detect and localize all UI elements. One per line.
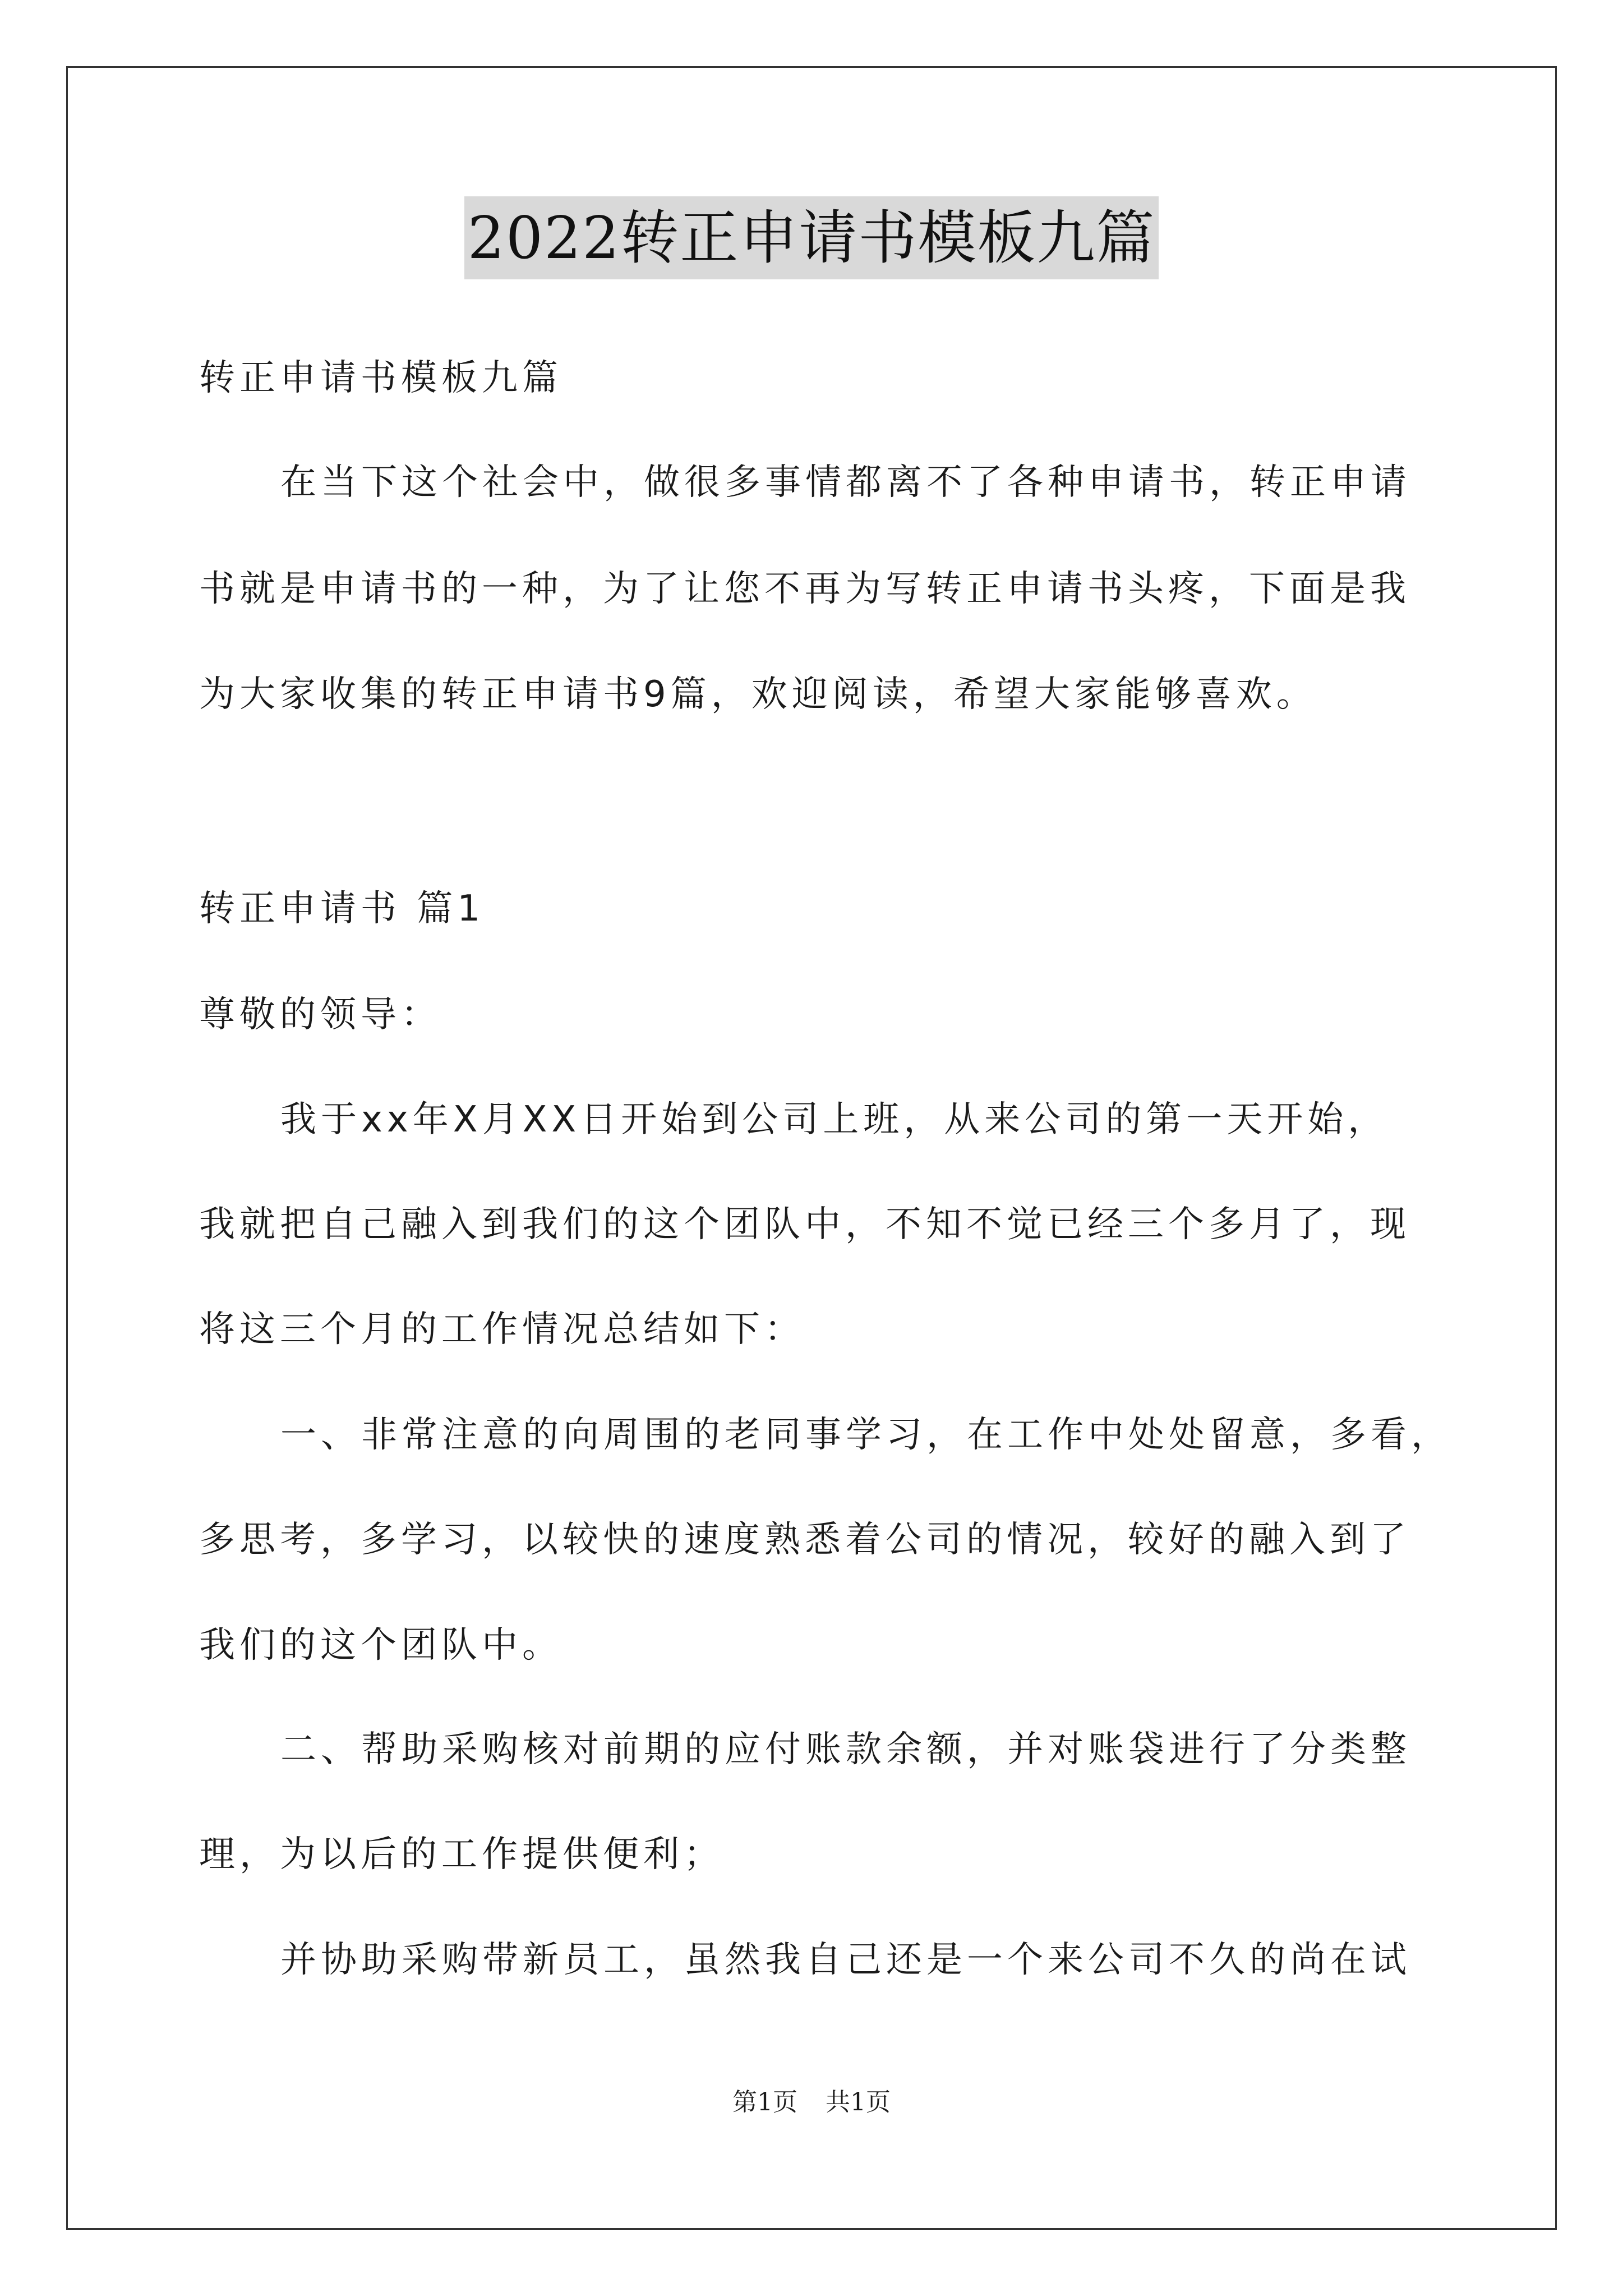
paragraph-line: 将这三个月的工作情况总结如下： xyxy=(199,1309,805,1350)
paragraph-line: 我于xx年X月XX日开始到公司上班，从来公司的第一天开始， xyxy=(280,1099,1389,1140)
page-total: 共1页 xyxy=(826,2088,891,2116)
paragraph-line: 书就是申请书的一种，为了让您不再为写转正申请书头疼，下面是我 xyxy=(199,568,1410,610)
title-container xyxy=(0,196,1623,279)
page-footer xyxy=(0,2086,1623,2119)
document-title: 2022转正申请书模板九篇 xyxy=(464,196,1159,279)
paragraph-line: 并协助采购带新员工，虽然我自己还是一个来公司不久的尚在试 xyxy=(280,1939,1411,1981)
paragraph-line: 二、帮助采购核对前期的应付账款余额，并对账袋进行了分类整 xyxy=(280,1729,1411,1770)
paragraph-line: 多思考，多学习，以较快的速度熟悉着公司的情况，较好的融入到了 xyxy=(199,1519,1410,1561)
paragraph-line: 一、非常注意的向周围的老同事学习，在工作中处处留意，多看， xyxy=(280,1414,1451,1456)
paragraph-line: 在当下这个社会中，做很多事情都离不了各种申请书，转正申请 xyxy=(280,462,1411,503)
paragraph-line: 为大家收集的转正申请书9篇，欢迎阅读，希望大家能够喜欢。 xyxy=(199,674,1317,715)
salutation: 尊敬的领导： xyxy=(199,994,441,1036)
paragraph-line: 理，为以后的工作提供便利； xyxy=(199,1834,724,1875)
section-heading: 转正申请书 篇1 xyxy=(199,888,485,930)
subtitle-line: 转正申请书模板九篇 xyxy=(199,357,562,399)
paragraph-line: 我们的这个团队中。 xyxy=(199,1625,562,1666)
paragraph-line: 我就把自己融入到我们的这个团队中，不知不觉已经三个多月了，现 xyxy=(199,1204,1410,1245)
page-number: 第1页 xyxy=(732,2088,797,2116)
